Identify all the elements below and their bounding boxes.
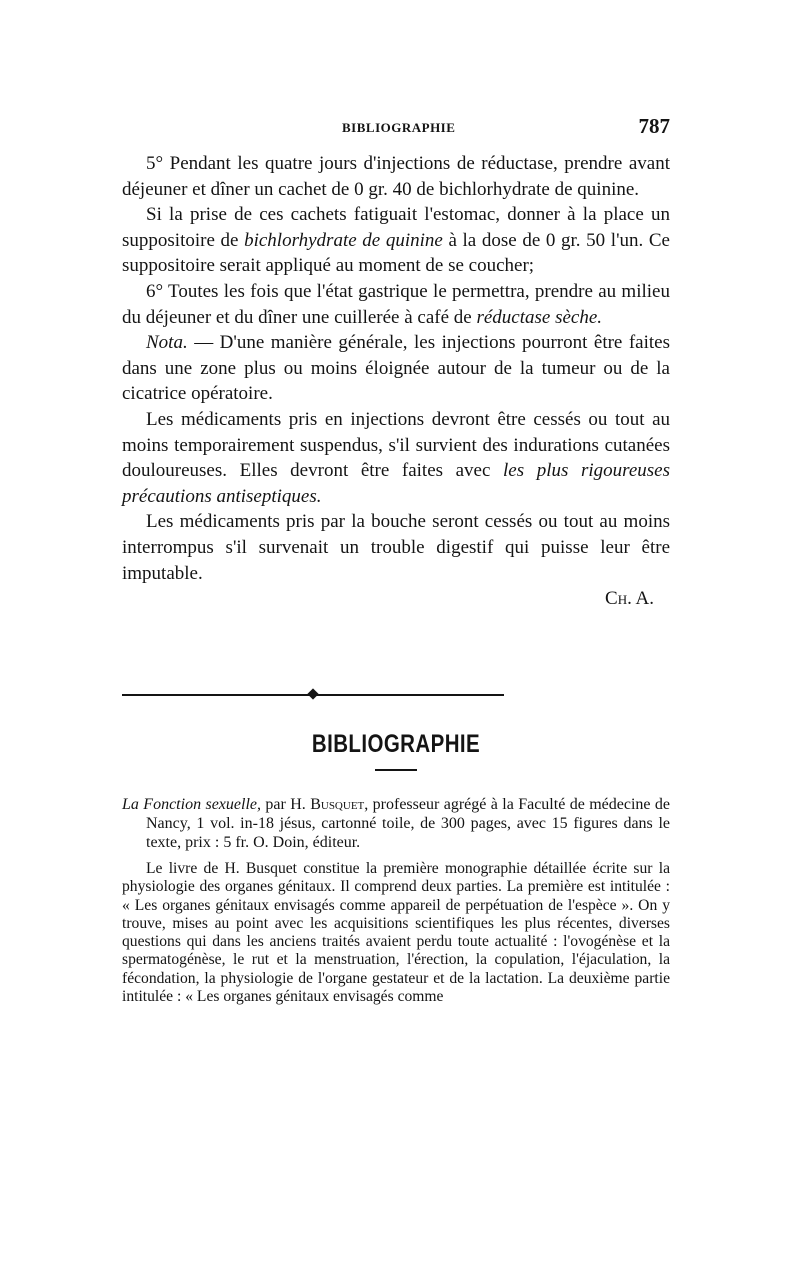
running-title: BIBLIOGRAPHIE — [342, 120, 456, 135]
paragraph-suppository — [122, 202, 670, 279]
italic-term: bichlorhydrate de quinine — [244, 229, 443, 251]
body-text — [122, 151, 670, 612]
bibliography-entry — [122, 795, 670, 852]
entry-citation — [122, 795, 670, 852]
text-segment: , professeur agrégé à la Faculté de médecine de Nancy, 1 vol. in-18 jésus, cartonné toile, de 300 pages, avec 15 figures dans le texte, prix : 5 fr. O. Doin, éditeur. — [146, 796, 671, 851]
paragraph-nota — [122, 330, 670, 407]
text-segment: à la dose de 0 gr. 50 l'un. Ce suppositoire serait appliqué au moment de se coucher; — [122, 229, 670, 277]
page — [122, 0, 670, 1262]
paragraph-oral-medication: Les médicaments pris par la bouche seront cessés ou tout au moins interrompus s'il survenait un trouble digestif qui puisse leur être imputable. — [122, 511, 670, 584]
title-underline — [375, 769, 417, 771]
text-segment: par H. — [261, 796, 311, 813]
paragraph-dry-reductase — [122, 279, 670, 330]
text-segment: — D'une manière générale, les injections pourront être faites dans une zone plus ou moins éloignée autour de la tumeur ou de la cicatrice opératoire. — [122, 332, 670, 405]
book-title: La Fonction sexuelle, — [122, 796, 261, 813]
text-segment: 6° Toutes les fois que l'état gastrique le permettra, prendre au milieu du déjeuner et du dîner une cuillerée à café de — [122, 280, 670, 328]
page-number: 787 — [638, 114, 670, 138]
text-segment: Les médicaments pris en injections devront être cessés ou tout au moins temporairement suspendus, s'il survient des indurations cutanées douloureuses. Elles devront être faites avec — [122, 408, 670, 482]
italic-term: les plus rigoureuses précautions antiseptiques. — [122, 460, 670, 507]
review-paragraph: Le livre de H. Busquet constitue la première monographie détaillée écrite sur la physiologie des organes génitaux. Il comprend deux parties. La première est intitulée : « Les organes génitaux envisagés comme appareil de perpétuation de l'espèce ». On y trouve, mises au point avec les acquisitions scientifiques les plus récentes, diverses questions qui dans les anciens traités avaient perdu toute actualité : l'ovogénèse et la spermatogénèse, le rut et la menstruation, l'érection, la copulation, l'éjaculation, la fécondation, la physiologie de l'organe gestateur et de la lactation. La deuxième partie intitulée : « Les organes génitaux envisagés comme — [122, 860, 670, 1006]
author-name: Busquet — [310, 796, 365, 813]
paragraph-quinine-cachets: 5° Pendant les quatre jours d'injections de réductase, prendre avant déjeuner et dîner un cachet de 0 gr. 40 de bichlorhydrate de quinine. — [122, 153, 670, 200]
book-review — [122, 860, 670, 1006]
italic-term: réductase sèche. — [476, 306, 603, 328]
diamond-ornament-icon — [307, 688, 318, 699]
running-head — [122, 114, 670, 144]
nota-label: Nota. — [146, 332, 188, 354]
section-title: BIBLIOGRAPHIE — [311, 730, 481, 758]
paragraph-injections — [122, 407, 670, 509]
text-segment: Si la prise de ces cachets fatiguait l'estomac, donner à la place un suppositoire de — [122, 204, 670, 251]
ornamental-divider — [122, 690, 504, 700]
author-signature: Ch. A. — [605, 588, 654, 610]
